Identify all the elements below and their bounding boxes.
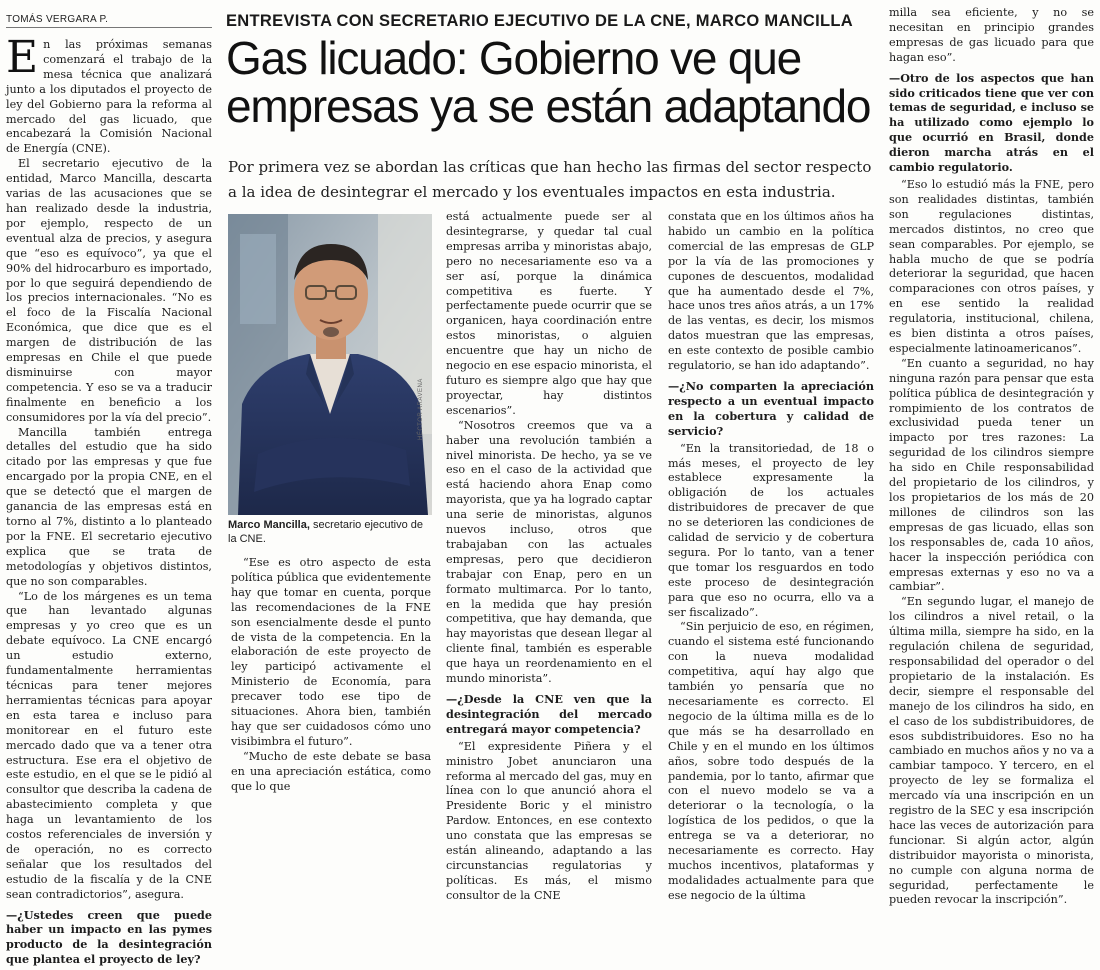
interview-question: —¿Desde la CNE ven que la desintegración del mercado entregará mayor competencia? [446,692,652,736]
paragraph: está actualmente puede ser al desintegrarse, y quedar tal cual empresas arriba y minoristas abajo, pero no necesariamente eso va a ser así, porque la dinámica competitiva es fuerte. Y perfectamente puede ocurrir que se organicen, haya coordinación entre estos minoristas, o alguien encuentre que hay un nicho de negocio en ese espacio minorista, el futuro es siempre algo que hay que proyectar, hay distintos escenarios”. [446,210,652,417]
paragraph: “Mucho de este debate se basa en una apreciación estática, como que lo que [231,749,431,793]
paragraph: “En cuanto a seguridad, no hay ninguna razón para pensar que esta política pública de desintegración y rompimiento de los contratos de exclusividad pueda tener un impacto por tres razones: La seguridad de los cilindros siempre ha sido en Chile responsabilidad del propietario de los cilindros, y los propietarios de los más de 20 millones de cilindros son las empresas de gas licuado, ellas son los responsables de, cada 10 años, hacer la inspección periódica con empresas externas y eso no va a cambiar”. [889,356,1094,594]
paragraph: milla sea eficiente, y no se necesitan en principio grandes empresas de gas licuado para que hagan eso”. [889,6,1094,64]
deck-subtitle: Por primera vez se abordan las críticas que han hecho las firmas del sector respecto a la idea de desintegrar el mercado y los eventuales impactos en esta industria. [228,158,872,201]
paragraph: “Nosotros creemos que va a haber una revolución también a nivel minorista. De hecho, ya se ve eso en el caso de la actividad que está haciendo ahora Enap como mayorista, que ya ha logrado captar una serie de minoristas, algunos nuevos incluso, otros que trabajaban con las actuales empresas, pero que decidieron trabajar con Enap, pero en un formato multimarca. Por lo tanto, en la medida que hay presión competitiva, que hay demanda, que hay mayoristas que desean llegar al cliente final, también es esperable que haya un reordenamiento en el mundo minorista”. [446,418,652,686]
headline-line-1: Gas licuado: Gobierno ve que [226,32,802,84]
paragraph: “En segundo lugar, el manejo de los cilindros a nivel retail, o la última milla, siempre ha sido, en la regulación chilena de seguridad, responsabilidad del operador o del propietario de la instalación. Es decir, siempre el responsable del manejo de los cilindros ha sido, en el caso de los subdistribuidores, de esos subdistribuidores. Eso no ha cambiado en muchos años y no va a cambiar tampoco. Y tercero, en el proyecto de ley se formaliza el mercado vía una inscripción en un registro de la SEC y esa inscripción hace las veces de autorización para funcionar. Si algún actor, algún distribuidor mayorista o minorista, no cumple con alguna norma de seguridad, perfectamente le pueden revocar la inscripción”. [889,595,1094,907]
article-column-4 [668,210,874,904]
byline-divider [6,27,212,28]
drop-cap: E [6,32,39,83]
caption-name: Marco Mancilla, [228,519,310,531]
byline: TOMÁS VERGARA P. [6,14,109,25]
paragraph: “En la transitoriedad, de 18 o más meses, el proyecto de ley establece expresamente la obligación de los actuales distribuidores de precaver de que no se deterioren las condiciones de calidad de servicio y de cobertura segura. Por lo tanto, van a tener que tomar los resguardos en todo este proceso de desintegración para que eso no ocurra, ello va a ser fiscalizado”. [668,441,874,619]
article-column-5 [889,6,1094,908]
paragraph: constata que en los últimos años ha habido un cambio en la política comercial de las empresas de GLP por la vía de las promociones y cupones de descuentos, modalidad que ha aumentado desde el 7%, hace unos tres años atrás, a un 17% de las ventas, es decir, los mismos datos muestran que las empresas, en este contexto de posible cambio regulatorio, se han ido adaptando”. [668,210,874,373]
interview-question: —¿No comparten la apreciación respecto a un eventual impacto en la cobertura y calidad de servicio? [668,378,874,438]
paragraph: “Ese es otro aspecto de esta política pública que evidentemente hay que tomar en cuenta, porque las recomendaciones de la FNE son esencialmente desde el punto de vista de la competencia. En la elaboración de este proyecto de ley participó activamente el Ministerio de Economía, para precaver todo ese tipo de situaciones. Ahora bien, también hay que ser cuidadosos cómo uno visibimbra el futuro”. [231,556,431,748]
paragraph: Mancilla también entrega detalles del estudio que ha sido citado por las empresas y que fue encargado por la propia CNE, en el que se detectó que el margen de ganancia de las empresas está en torno al 7%, distinto a lo planteado por la FNE. El secretario ejecutivo explica que se trata de metodologías y objetivos distintos, que no son comparables. [6,425,212,588]
paragraph: “Lo de los márgenes es un tema que han levantado algunas empresas y yo creo que es un debate equívoco. La CNE encargó un estudio externo, fundamentalmente herramientas técnicas para tener mejores herramientas técnicas para apoyar en esta tarea e incluso para monitorear en el futuro este mercado dado que va a tener otra estructura. Ese era el objetivo de este estudio, en el que se le pidió al consultor que describa la cadena de abastecimiento completa y que haga un levantamiento de los costos referenciales de inversión y de operación, no es correcto señalar que los resultados del estudio de la fiscalía y de la CNE sean contradictorios”, asegura. [6,589,212,901]
headline-line-2: empresas ya se están adaptando [226,80,871,132]
lead-text: n las próximas semanas comenzará el trabajo de la mesa técnica que analizará junto a los diputados el proyecto de ley del Gobierno para la reforma al mercado del gas licuado, que encabezará la Comisión Nacional de Energía (CNE). [6,38,212,156]
paragraph: El secretario ejecutivo de la entidad, Marco Mancilla, descarta varias de las acusaciones que se han realizado desde la industria, por ejemplo, respecto de un eventual alza de precios, y asegura que “eso es equívoco”, ya que el 90% del hidrocarburo es importado, por lo que seguirá dependiendo de los precios internacionales. “No es el foco de la Fiscalía Nacional Económica, que dice que es el margen de distribución de las empresas en Chile el que puede disminuirse con mayor competencia. Y eso se va a traducir finalmente en beneficio a los consumidores por la vía del precio”. [6,157,212,424]
paragraph: “Eso lo estudió más la FNE, pero son realidades distintas, también son regulaciones distintas, mercados distintos, no creo que sean comparables. Por ejemplo, se habla mucho de que se podría deteriorar la seguridad, que hacen comparaciones con otros países, y en ese sentido la realidad regulatoria, institucional, chilena, es bien distinta a otros países, especialmente latinoamericanos”. [889,177,1094,355]
article-column-3 [446,210,652,904]
interview-question: —Otro de los aspectos que han sido criticados tiene que ver con temas de seguridad, e incluso se ha utilizado como ejemplo lo que ocurrió en Brasil, donde dieron marcha atrás en el cambio regulatorio. [889,70,1094,175]
article-column-1 [6,32,212,970]
portrait-image [228,214,432,515]
paragraph: “El expresidente Piñera y el ministro Jobet anunciaron una reforma al mercado del gas, muy en línea con lo que anunció ahora el Presidente Boric y el ministro Pardow. Entonces, en ese contexto uno constata que las empresas se están alineando, adaptando a las circunstancias regulatorias y políticas. Es más, el mismo consultor de la CNE [446,739,652,902]
caption-text: secretario ejecutivo de la CNE. [228,519,424,545]
photo-caption [228,518,434,546]
article-column-2 [231,556,431,795]
lead-paragraph [6,32,212,157]
kicker: ENTREVISTA CON SECRETARIO EJECUTIVO DE LA CNE, MARCO MANCILLA [226,12,853,30]
portrait-photo [228,214,432,515]
interview-question: —¿Ustedes creen que puede haber un impacto en las pymes producto de la desintegración que plantea el proyecto de ley? [6,907,212,967]
headline [226,34,876,130]
paragraph: “Sin perjuicio de eso, en régimen, cuando el sistema esté funcionando con la nueva modalidad competitiva, aquí hay algo que también yo pensaría que no necesariamente es correcto. El negocio de la última milla es de lo que más se ha desarrollado en Chile y en el mundo en los últimos años, sobre todo después de la pandemia, por lo tanto, afirmar que con el nuevo modelo se va a deteriorar o la tecnología, o la logística de los pedidos, o que la entrega se va a deteriorar, no necesariamente es correcto. Hay muchos incentivos, plataformas y modalidades actualmente para que ese negocio de la última [668,620,874,902]
photo-credit: HÉCTOR ARAVENA [418,378,424,440]
